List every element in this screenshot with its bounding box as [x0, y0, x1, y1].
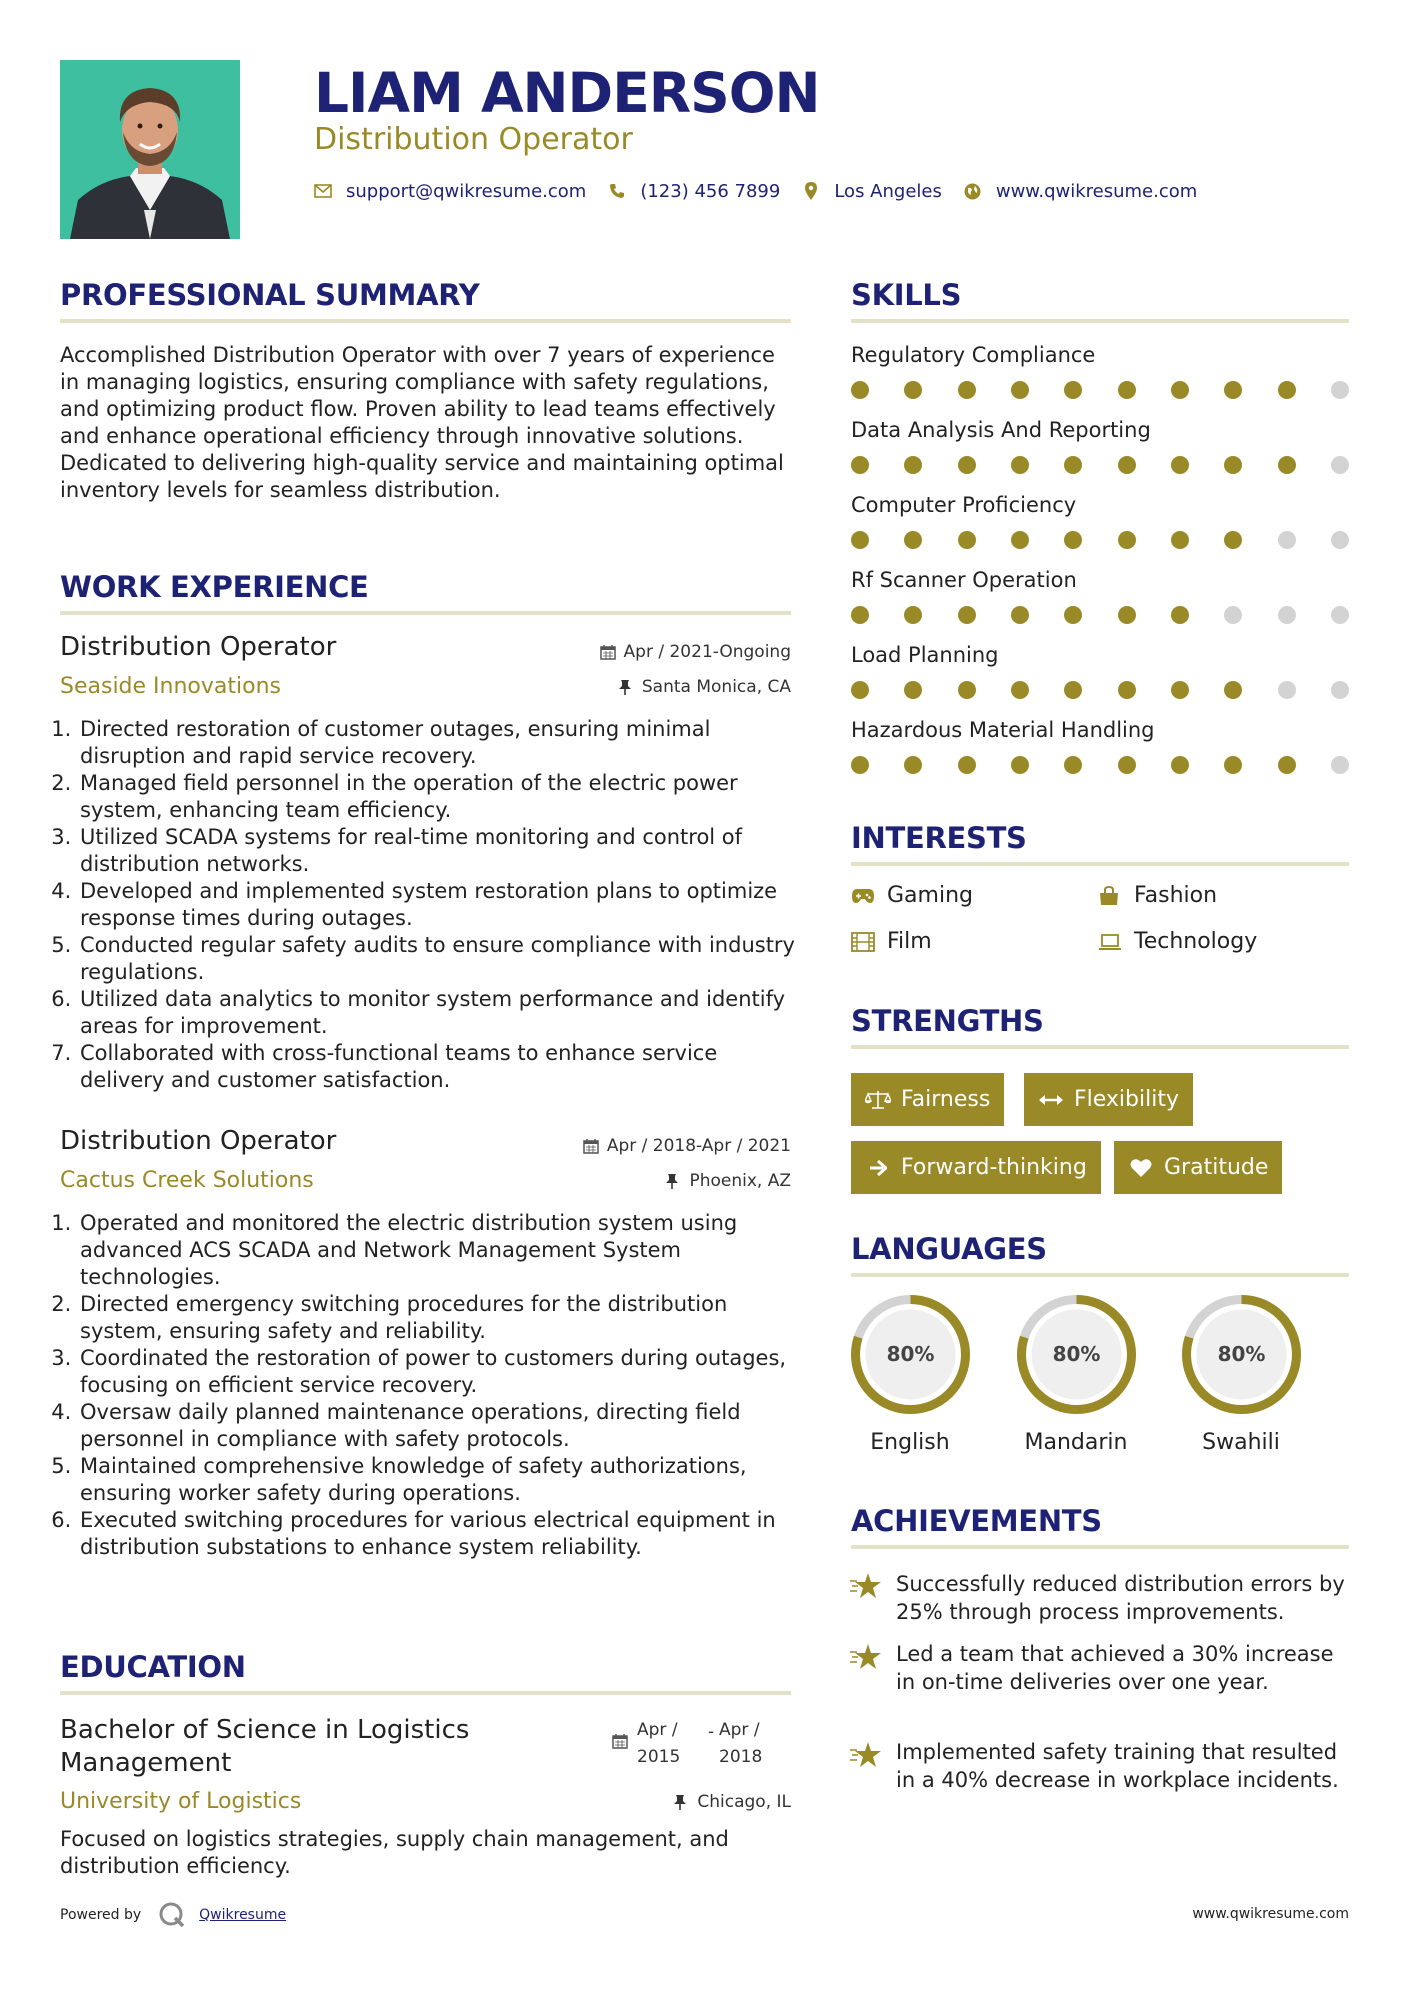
achievement-text: Implemented safety training that resulted in a 40% decrease in workplace incidents. [896, 1740, 1339, 1792]
contact-website[interactable] [964, 181, 1197, 202]
skill-dot-empty [1278, 606, 1296, 624]
skill-dot-filled [904, 606, 922, 624]
skill-dot-empty [1331, 756, 1349, 774]
phone-icon [608, 182, 626, 200]
strength-tag [851, 1141, 1101, 1194]
language-name: Swahili [1202, 1430, 1280, 1455]
list-item: 6. Utilized data analytics to monitor system performance and identify areas for improvement. [78, 986, 798, 1040]
contact-bar [314, 178, 1219, 204]
skill-rating [851, 606, 1349, 624]
skill-dot-filled [851, 456, 869, 474]
strength-label: Flexibility [1074, 1087, 1179, 1112]
skill-dot-filled [1064, 381, 1082, 399]
footer-powered-by [60, 1900, 286, 1930]
skill-dot-filled [1118, 531, 1136, 549]
skill-name: Rf Scanner Operation [851, 568, 1077, 592]
strength-label: Fairness [901, 1087, 991, 1112]
languages-divider [851, 1273, 1349, 1277]
job-bullets [58, 1210, 798, 1561]
skill-dot-filled [1064, 756, 1082, 774]
calendar-icon [583, 1138, 599, 1154]
skill-dot-filled [1011, 531, 1029, 549]
interests-divider [851, 862, 1349, 866]
skill-dot-filled [958, 531, 976, 549]
qwikresume-logo-icon [157, 1900, 187, 1930]
job-title: Distribution Operator [60, 1126, 337, 1156]
skill-name: Data Analysis And Reporting [851, 418, 1151, 442]
skill-dot-filled [958, 606, 976, 624]
skill-dot-filled [1278, 756, 1296, 774]
email-text: support@qwikresume.com [346, 180, 587, 202]
language-percent: 80% [1217, 1342, 1266, 1366]
interest-item [1098, 929, 1257, 954]
skill-dot-filled [1011, 606, 1029, 624]
skill-dot-filled [851, 381, 869, 399]
skill-dot-filled [958, 381, 976, 399]
job-dates [600, 642, 791, 662]
skill-dot-filled [904, 756, 922, 774]
skill-dot-filled [1064, 606, 1082, 624]
heart-icon [1128, 1157, 1154, 1179]
skill-dot-filled [1278, 456, 1296, 474]
skill-dot-filled [1224, 756, 1242, 774]
strength-tag [1024, 1073, 1193, 1126]
strength-tag [1114, 1141, 1282, 1194]
language-name: Mandarin [1024, 1430, 1128, 1455]
powered-by-label: Powered by [60, 1907, 142, 1923]
strength-label: Gratitude [1164, 1155, 1269, 1180]
envelope-icon [314, 182, 332, 200]
arrow-right-icon [865, 1157, 891, 1179]
skill-dot-filled [1118, 681, 1136, 699]
list-item: 4. Developed and implemented system restoration plans to optimize response times during outages. [78, 878, 798, 932]
achievement-text: Successfully reduced distribution errors by 25% through process improvements. [896, 1572, 1345, 1624]
school-name: University of Logistics [60, 1789, 302, 1814]
job-dates [583, 1136, 791, 1156]
achievements-heading: ACHIEVEMENTS [851, 1504, 1102, 1538]
skill-dot-filled [1171, 756, 1189, 774]
skill-dot-filled [851, 756, 869, 774]
start-month: Apr / [637, 1720, 678, 1740]
skill-rating [851, 381, 1349, 399]
list-item: 1. Directed restoration of customer outages, ensuring minimal disruption and rapid service recovery. [78, 716, 798, 770]
language-percent: 80% [886, 1342, 935, 1366]
job-location-text: Phoenix, AZ [689, 1171, 791, 1191]
job-dates-text: Apr / 2021-Ongoing [623, 642, 791, 662]
list-item: 5. Maintained comprehensive knowledge of safety authorizations, ensuring worker safety during operations. [78, 1453, 798, 1507]
list-item: 2. Directed emergency switching procedures for the distribution system, ensuring safety and reliability. [78, 1291, 798, 1345]
skill-dot-filled [958, 756, 976, 774]
skill-dot-filled [904, 531, 922, 549]
skill-dot-filled [1118, 381, 1136, 399]
strength-label: Forward-thinking [901, 1155, 1087, 1180]
skill-dot-filled [1278, 381, 1296, 399]
interest-item [1098, 883, 1217, 908]
education-heading: EDUCATION [60, 1650, 246, 1684]
strengths-heading: STRENGTHS [851, 1004, 1044, 1038]
interests-heading: INTERESTS [851, 821, 1027, 855]
skill-dot-filled [1171, 681, 1189, 699]
date-separator: - [708, 1722, 715, 1742]
skill-dot-filled [1224, 456, 1242, 474]
job-bullets [58, 716, 798, 1094]
skill-dot-empty [1224, 606, 1242, 624]
skill-dot-filled [1224, 681, 1242, 699]
skill-dot-filled [1118, 456, 1136, 474]
skill-dot-filled [1064, 681, 1082, 699]
contact-email[interactable] [314, 181, 586, 202]
interest-label: Fashion [1134, 883, 1218, 908]
skill-dot-filled [1224, 531, 1242, 549]
skill-rating [851, 681, 1349, 699]
calendar-icon [612, 1731, 628, 1747]
list-item: 5. Conducted regular safety audits to ensure compliance with industry regulations. [78, 932, 798, 986]
skill-rating [851, 531, 1349, 549]
job-location-text: Santa Monica, CA [641, 677, 791, 697]
education-divider [60, 1691, 791, 1695]
achievements-divider [851, 1545, 1349, 1549]
gamepad-icon [851, 885, 875, 907]
skill-dot-filled [1011, 381, 1029, 399]
education-location [673, 1792, 791, 1812]
list-item: 3. Utilized SCADA systems for real-time monitoring and control of distribution networks. [78, 824, 798, 878]
skill-dot-empty [1331, 456, 1349, 474]
phone-text: (123) 456 7899 [640, 180, 781, 202]
skill-dot-filled [851, 681, 869, 699]
education-description: Focused on logistics strategies, supply chain management, and distribution efficiency. [60, 1827, 729, 1878]
start-year: 2015 [637, 1747, 681, 1767]
work-experience-heading: WORK EXPERIENCE [60, 570, 369, 604]
skill-dot-empty [1278, 681, 1296, 699]
strengths-divider [851, 1045, 1349, 1049]
arrows-horizontal-icon [1038, 1089, 1064, 1111]
skill-dot-empty [1331, 531, 1349, 549]
candidate-name: LIAM ANDERSON [314, 61, 820, 125]
pushpin-icon [618, 679, 634, 695]
skill-dot-filled [1171, 531, 1189, 549]
film-icon [851, 931, 875, 953]
interest-item [851, 929, 932, 954]
list-item: 1. Operated and monitored the electric distribution system using advanced ACS SCADA and Network Management System technologies. [78, 1210, 798, 1291]
job-location [665, 1171, 791, 1191]
skill-dot-filled [1118, 756, 1136, 774]
language-percent: 80% [1052, 1342, 1101, 1366]
interest-item [851, 883, 973, 908]
achievement-text: Led a team that achieved a 30% increase in on-time deliveries over one year. [896, 1642, 1334, 1694]
interest-label: Technology [1134, 929, 1258, 954]
list-item: 4. Oversaw daily planned maintenance operations, directing field personnel in compliance with safety protocols. [78, 1399, 798, 1453]
list-item: 3. Coordinated the restoration of power to customers during outages, focusing on efficient service recovery. [78, 1345, 798, 1399]
end-month: Apr / [719, 1720, 760, 1740]
strength-tag [851, 1073, 1004, 1126]
skill-name: Computer Proficiency [851, 493, 1077, 517]
contact-location [802, 181, 942, 202]
footer-website[interactable]: www.qwikresume.com [1192, 1906, 1349, 1922]
skills-heading: SKILLS [851, 278, 962, 312]
list-item: 6. Executed switching procedures for various electrical equipment in distribution substations to enhance system reliability. [78, 1507, 798, 1561]
map-marker-icon [802, 182, 820, 200]
skills-divider [851, 319, 1349, 323]
skill-dot-filled [958, 681, 976, 699]
skill-dot-filled [851, 531, 869, 549]
balance-scale-icon [865, 1089, 891, 1111]
end-year: 2018 [719, 1747, 763, 1767]
skill-dot-filled [1011, 681, 1029, 699]
star-icon [849, 1643, 883, 1671]
location-text: Los Angeles [834, 180, 942, 202]
skill-dot-filled [1064, 456, 1082, 474]
summary-divider [60, 319, 791, 323]
skill-dot-filled [904, 681, 922, 699]
skill-dot-empty [1331, 681, 1349, 699]
job-title: Distribution Operator [60, 632, 337, 662]
languages-heading: LANGUAGES [851, 1232, 1047, 1266]
skill-dot-filled [904, 456, 922, 474]
candidate-title: Distribution Operator [314, 122, 633, 157]
education-location-text: Chicago, IL [697, 1792, 791, 1812]
interest-label: Film [887, 929, 932, 954]
skill-name: Hazardous Material Handling [851, 718, 1155, 742]
contact-phone[interactable] [608, 181, 780, 202]
language-name: English [870, 1430, 950, 1455]
laptop-icon [1098, 931, 1122, 953]
list-item: 7. Collaborated with cross-functional teams to enhance service delivery and customer satisfaction. [78, 1040, 798, 1094]
star-icon [849, 1572, 883, 1600]
globe-icon [964, 182, 982, 200]
skill-dot-filled [1064, 531, 1082, 549]
skill-dot-empty [1278, 531, 1296, 549]
shopping-bag-icon [1098, 885, 1122, 907]
pushpin-icon [665, 1173, 681, 1189]
star-icon [849, 1741, 883, 1769]
skill-dot-filled [1171, 456, 1189, 474]
calendar-icon [600, 644, 616, 660]
skill-dot-filled [1224, 381, 1242, 399]
skill-dot-filled [958, 456, 976, 474]
work-experience-divider [60, 611, 791, 615]
list-item: 2. Managed field personnel in the operation of the electric power system, enhancing team efficiency. [78, 770, 798, 824]
skill-dot-empty [1331, 381, 1349, 399]
skill-rating [851, 756, 1349, 774]
company-name: Seaside Innovations [60, 674, 281, 699]
skill-name: Regulatory Compliance [851, 343, 1096, 367]
summary-text: Accomplished Distribution Operator with over 7 years of experience in managing logistics, ensuring compliance with safety regulations, and optimizing product flow. Proven ability to lead teams effectively and enhance operational efficiency through innovative solutions. Dedicated to delivering high-quality service and maintaining optimal inventory levels for seamless distribution. [60, 343, 784, 502]
degree-title: Bachelor of Science in Logistics Management [60, 1715, 470, 1778]
interest-label: Gaming [887, 883, 973, 908]
skill-dot-filled [1171, 381, 1189, 399]
skill-dot-filled [1011, 456, 1029, 474]
summary-heading: PROFESSIONAL SUMMARY [60, 278, 480, 312]
job-location [618, 677, 791, 697]
qwikresume-link[interactable]: Qwikresume [199, 1907, 287, 1923]
skill-dot-empty [1331, 606, 1349, 624]
profile-photo [60, 60, 240, 239]
skill-name: Load Planning [851, 643, 999, 667]
job-dates-text: Apr / 2018-Apr / 2021 [606, 1136, 791, 1156]
skill-dot-filled [1118, 606, 1136, 624]
website-text: www.qwikresume.com [995, 180, 1198, 202]
company-name: Cactus Creek Solutions [60, 1168, 314, 1193]
pushpin-icon [673, 1794, 689, 1810]
skill-dot-filled [904, 381, 922, 399]
skill-dot-filled [1011, 756, 1029, 774]
skill-dot-filled [851, 606, 869, 624]
skill-rating [851, 456, 1349, 474]
skill-dot-filled [1171, 606, 1189, 624]
